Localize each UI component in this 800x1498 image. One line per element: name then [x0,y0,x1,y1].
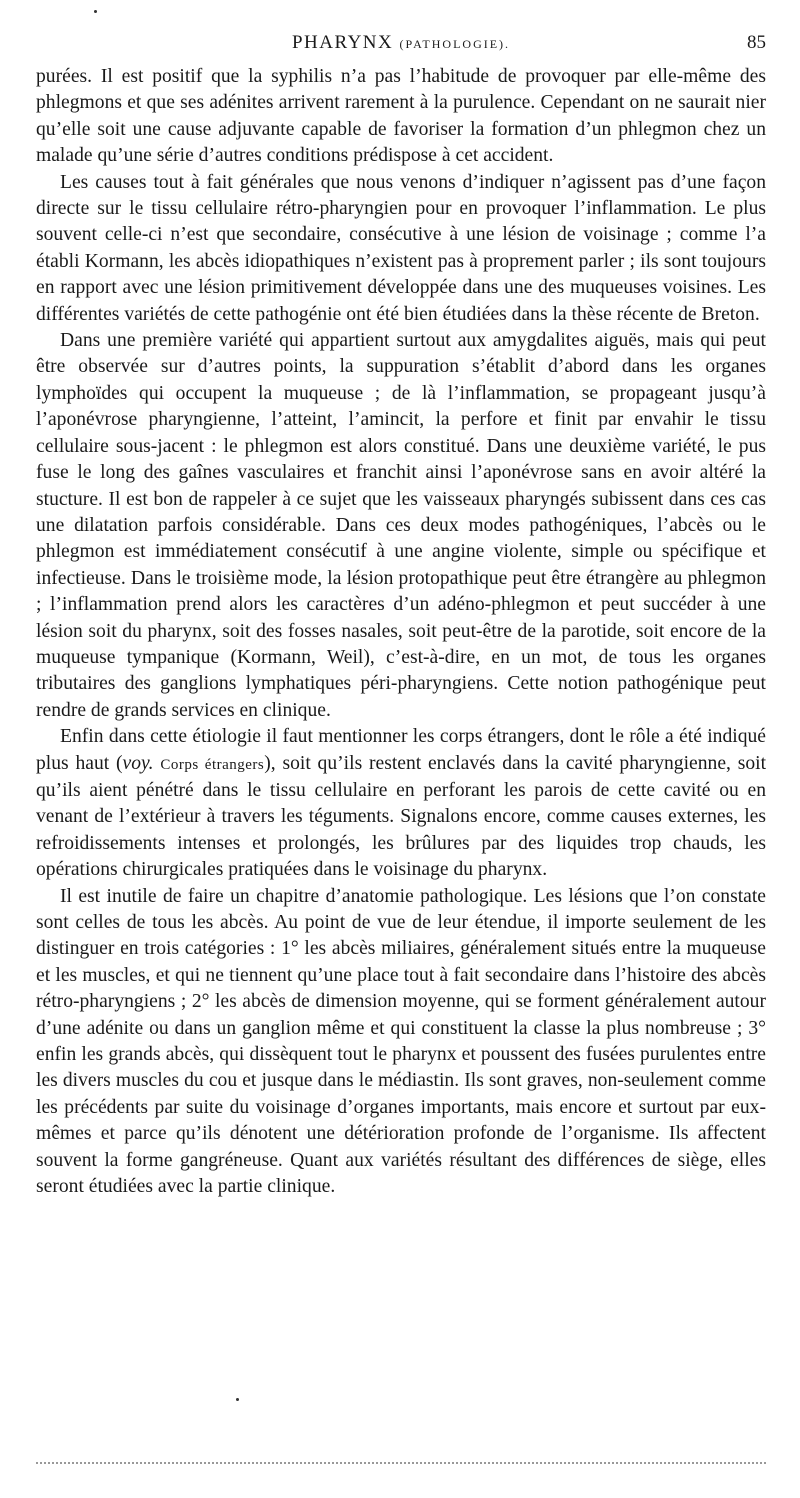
paragraph-4-text-a: Enfin dans cette étiologie il faut mentionner les corps étrangers, dont le rôle a été indiqué plus haut ( [36,726,766,774]
running-head-title: PHARYNX [291,32,394,53]
page-number: 85 [747,32,766,53]
running-head [36,32,766,54]
cross-reference: Corps étrangers [160,756,265,773]
print-speck [236,1398,239,1401]
paragraph-5: Il est inutile de faire un chapitre d’anatomie pathologique. Les lésions que l’on constate sont celles de tous les abcès. Au point de vue de leur étendue, il importe seulement de les distinguer en trois catégories : 1° les abcès miliaires, généralement situés entre la muqueuse et les muscles, et qui ne tiennent qu’une place tout à fait secondaire dans l’histoire des abcès rétro-pharyngiens ; 2° les abcès de dimension moyenne, qui se forment généralement autour d’une adénite ou dans un ganglion même et qui constituent la classe la plus nombreuse ; 3° enfin les grands abcès, qui dissèquent tout le pharynx et poussent des fusées purulentes entre les divers muscles du cou et jusque dans le médiastin. Ils sont graves, non-seulement comme les précédents par suite du voisinage d’organes importants, mais encore et surtout par eux-mêmes et parce qu’ils dénotent une détérioration profonde de l’organisme. Ils affectent souvent la forme gangréneuse. Quant aux variétés résultant des différences de siège, elles seront étudiées avec la partie clinique. [36,885,766,1198]
page-header [36,28,766,62]
footer-dotted-rule [36,1462,766,1464]
body-text [36,64,766,1200]
paragraph-2: Les causes tout à fait générales que nous venons d’indiquer n’agissent pas d’une façon directe sur le tissu cellulaire rétro-pharyngien pour en provoquer l’inflammation. Le plus souvent celle-ci n’est que secondaire, consécutive à une lésion de voisinage ; comme l’a établi Kormann, les abcès idiopathiques n’existent pas à proprement parler ; ils sont toujours en rapport avec une lésion primitivement développée dans une des muqueuses voisines. Les différentes variétés de cette pathogénie ont été bien étudiées dans la thèse récente de Breton. [36,171,766,325]
running-head-subtitle: (PATHOLOGIE). [399,37,511,51]
paragraph-1: purées. Il est positif que la syphilis n’a pas l’habitude de provoquer par elle-même des phlegmons et que ses adénites arrivent rarement à la purulence. Cependant on ne saurait nier qu’elle soit une cause adjuvante capable de favoriser la formation d’un phlegmon chez un malade qu’une série d’autres conditions prédispose à cet accident. [36,66,766,167]
voy-reference: voy. [122,752,154,774]
print-speck [94,10,97,13]
paragraph-4-text-b: ), soit qu’ils restent enclavés dans la cavité pharyngienne, soit qu’ils aient pénétré dans le tissu cellulaire en perforant les parois de cette cavité ou en venant de l’extérieur à travers les téguments. Signalons encore, comme causes externes, les refroidissements intenses et prolongés, les brûlures par des liquides trop chauds, les opérations chirurgicales pratiquées dans le voisinage du pharynx. [36,752,767,881]
paragraph-3: Dans une première variété qui appartient surtout aux amygdalites aiguës, mais qui peut être observée sur d’autres points, la suppuration s’établit d’abord dans les organes lymphoïdes qui occupent la muqueuse ; de là l’inflammation, se propageant jusqu’à l’aponévrose pharyngienne, l’atteint, l’amincit, la perfore et finit par envahir le tissu cellulaire sous-jacent : le phlegmon est alors constitué. Dans une deuxième variété, le pus fuse le long des gaînes vasculaires et franchit ainsi l’aponévrose sans en avoir altéré la stucture. Il est bon de rappeler à ce sujet que les vaisseaux pharyngés subissent dans ces cas une dilatation parfois considérable. Dans ces deux modes pathogéniques, l’abcès ou le phlegmon est immédiatement consécutif à une angine violente, simple ou spécifique et infectieuse. Dans le troisième mode, la lésion protopathique peut être étrangère au phlegmon ; l’inflammation prend alors les caractères d’un adéno-phlegmon et peut succéder à une lésion soit du pharynx, soit des fosses nasales, soit peut-être de la parotide, soit encore de la muqueuse tympanique (Kormann, Weil), c’est-à-dire, en un mot, de tous les organes tributaires des ganglions lymphatiques péri-pharyngiens. Cette notion pathogénique peut rendre de grands services en clinique. [36,330,766,721]
paragraph-4 [36,724,766,883]
